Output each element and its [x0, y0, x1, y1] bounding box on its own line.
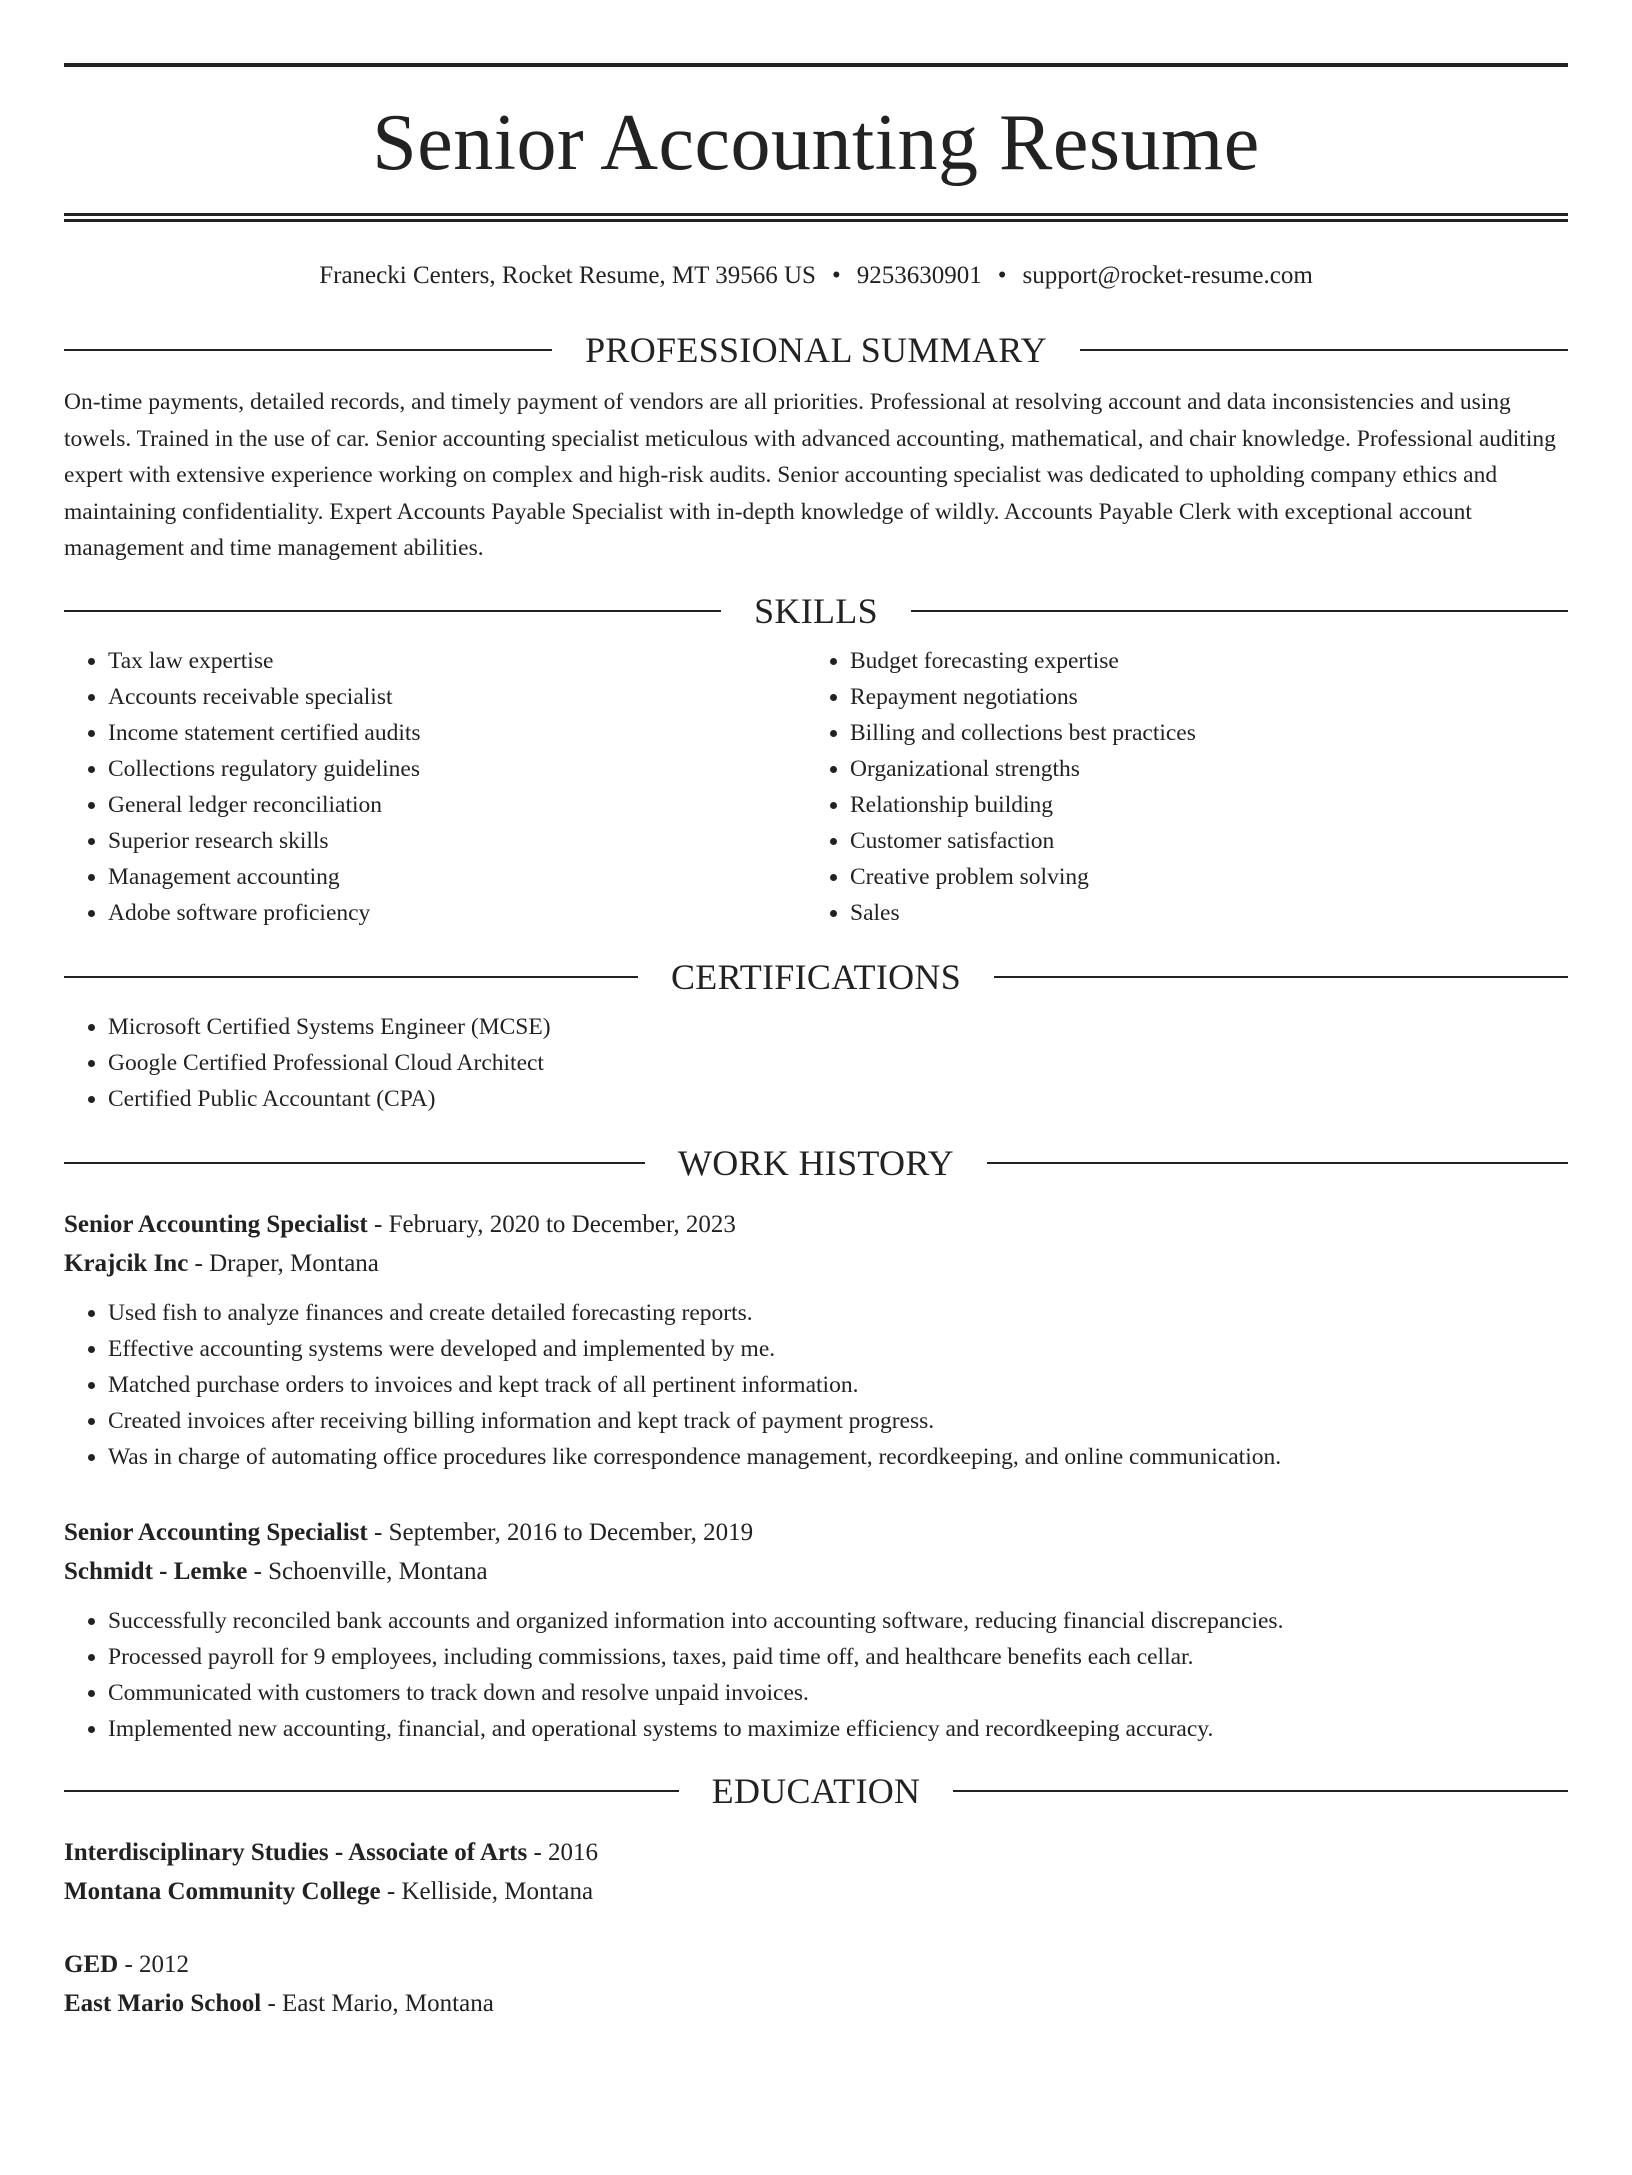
- education-entry: [64, 1833, 1568, 1911]
- section-heading-certifications: [64, 955, 1568, 999]
- skill-item: • Creative problem solving: [850, 859, 1566, 895]
- skill-item: • Relationship building: [850, 787, 1566, 823]
- summary-text: On-time payments, detailed records, and timely payment of vendors are all priorities. Professional at resolving account and data inconsistencies and using towels. Trained in the use of car. Senior accounting specialist meticulous with advanced accounting, mathematical, and chair knowledge. Professional auditing expert with extensive experience working on complex and high-risk audits. Senior accounting specialist was dedicated to upholding company ethics and maintaining confidentiality. Expert Accounts Payable Specialist with in-depth knowledge of wildly. Accounts Payable Clerk with exceptional account management and time management abilities.: [64, 389, 1556, 561]
- job-duties-list: [64, 1603, 1568, 1747]
- top-rule: [64, 63, 1568, 67]
- section-title: WORK HISTORY: [678, 1142, 954, 1183]
- education-degree-line: [64, 1833, 1568, 1872]
- job-entry: [64, 1205, 1568, 1475]
- skill-item: • Repayment negotiations: [850, 679, 1566, 715]
- section-title: EDUCATION: [711, 1770, 921, 1811]
- skill-item: • Management accounting: [108, 859, 806, 895]
- title-double-rule: [64, 213, 1568, 222]
- contact-separator: •: [831, 262, 841, 289]
- education-entry: [64, 1945, 1568, 2023]
- job-company-line: [64, 1552, 1568, 1591]
- education-school: East Mario School: [64, 1989, 262, 2017]
- job-duty-item: • Processed payroll for 9 employees, including commissions, taxes, paid time off, and healthcare benefits each cellar.: [108, 1639, 1568, 1675]
- divider-line: [953, 1790, 1568, 1792]
- job-company: Krajcik Inc: [64, 1249, 189, 1277]
- skill-item: • Income statement certified audits: [108, 715, 806, 751]
- job-location: - Schoenville, Montana: [247, 1557, 488, 1585]
- education-school-line: [64, 1984, 1568, 2023]
- job-company: Schmidt - Lemke: [64, 1557, 248, 1585]
- education-school: Montana Community College: [64, 1877, 381, 1905]
- education-degree-line: [64, 1945, 1568, 1984]
- section-heading-skills: [64, 589, 1568, 633]
- divider-line: [911, 610, 1568, 612]
- job-title: Senior Accounting Specialist: [64, 1518, 368, 1546]
- skill-item: • General ledger reconciliation: [108, 787, 806, 823]
- skills-list-right: [806, 643, 1566, 931]
- job-company-line: [64, 1244, 1568, 1283]
- divider-line: [64, 610, 721, 612]
- skills-column-left: [64, 643, 806, 931]
- certification-item: • Microsoft Certified Systems Engineer (MCSE): [108, 1009, 1568, 1045]
- divider-line: [64, 976, 638, 978]
- section-title: PROFESSIONAL SUMMARY: [585, 330, 1047, 370]
- divider-line: [64, 349, 552, 351]
- job-title-line: [64, 1513, 1568, 1552]
- education-location: - East Mario, Montana: [261, 1989, 494, 2017]
- divider-line: [987, 1162, 1568, 1164]
- contact-email[interactable]: support@rocket-resume.com: [1022, 262, 1313, 289]
- contact-line: [64, 260, 1568, 292]
- job-title-line: [64, 1205, 1568, 1244]
- education-degree: Interdisciplinary Studies - Associate of Arts: [64, 1838, 528, 1866]
- job-duty-item: • Used fish to analyze finances and create detailed forecasting reports.: [108, 1295, 1568, 1331]
- section-title: SKILLS: [754, 590, 878, 631]
- skill-item: • Billing and collections best practices: [850, 715, 1566, 751]
- contact-address: Franecki Centers, Rocket Resume, MT 39566 US: [319, 262, 816, 289]
- job-duty-item: • Successfully reconciled bank accounts and organized information into accounting software, reducing financial discrepancies.: [108, 1603, 1568, 1639]
- skills-list-left: [64, 643, 806, 931]
- divider-line: [64, 1790, 679, 1792]
- contact-separator: •: [997, 262, 1007, 289]
- skill-item: • Adobe software proficiency: [108, 895, 806, 931]
- divider-line: [994, 976, 1568, 978]
- skill-item: • Tax law expertise: [108, 643, 806, 679]
- job-duty-item: • Matched purchase orders to invoices and kept track of all pertinent information.: [108, 1367, 1568, 1403]
- resume-title: Senior Accounting Resume: [372, 99, 1260, 187]
- contact-phone: 9253630901: [856, 262, 982, 289]
- divider-line: [1080, 349, 1568, 351]
- education-year: - 2012: [118, 1950, 190, 1978]
- job-entry: [64, 1513, 1568, 1747]
- section-heading-work-history: [64, 1141, 1568, 1185]
- skill-item: • Organizational strengths: [850, 751, 1566, 787]
- certifications-list: [64, 1009, 1568, 1117]
- section-heading-education: [64, 1769, 1568, 1813]
- job-title: Senior Accounting Specialist: [64, 1210, 368, 1238]
- certification-item: • Certified Public Accountant (CPA): [108, 1081, 1568, 1117]
- job-duty-item: • Effective accounting systems were developed and implemented by me.: [108, 1331, 1568, 1367]
- education-year: - 2016: [527, 1838, 599, 1866]
- job-duty-item: • Implemented new accounting, financial, and operational systems to maximize efficiency and recordkeeping accuracy.: [108, 1711, 1568, 1747]
- certification-item: • Google Certified Professional Cloud Architect: [108, 1045, 1568, 1081]
- job-location: - Draper, Montana: [188, 1249, 379, 1277]
- job-duty-item: • Communicated with customers to track down and resolve unpaid invoices.: [108, 1675, 1568, 1711]
- divider-line: [64, 1162, 645, 1164]
- education-degree: GED: [64, 1950, 119, 1978]
- job-duties-list: [64, 1295, 1568, 1475]
- skill-item: • Sales: [850, 895, 1566, 931]
- job-duty-item: • Was in charge of automating office procedures like correspondence management, recordkeeping, and online communication.: [108, 1439, 1568, 1475]
- job-dates: - February, 2020 to December, 2023: [367, 1210, 736, 1238]
- skills-column-right: [806, 643, 1566, 931]
- skill-item: • Superior research skills: [108, 823, 806, 859]
- education-school-line: [64, 1872, 1568, 1911]
- section-title: CERTIFICATIONS: [670, 956, 962, 997]
- education-location: - Kelliside, Montana: [380, 1877, 594, 1905]
- skill-item: • Customer satisfaction: [850, 823, 1566, 859]
- skill-item: • Accounts receivable specialist: [108, 679, 806, 715]
- section-heading-summary: [64, 328, 1568, 372]
- resume-page: [0, 63, 1632, 2175]
- skill-item: • Budget forecasting expertise: [850, 643, 1566, 679]
- skill-item: • Collections regulatory guidelines: [108, 751, 806, 787]
- job-dates: - September, 2016 to December, 2019: [367, 1518, 754, 1546]
- skills-columns: [64, 643, 1568, 931]
- job-duty-item: • Created invoices after receiving billing information and kept track of payment progress.: [108, 1403, 1568, 1439]
